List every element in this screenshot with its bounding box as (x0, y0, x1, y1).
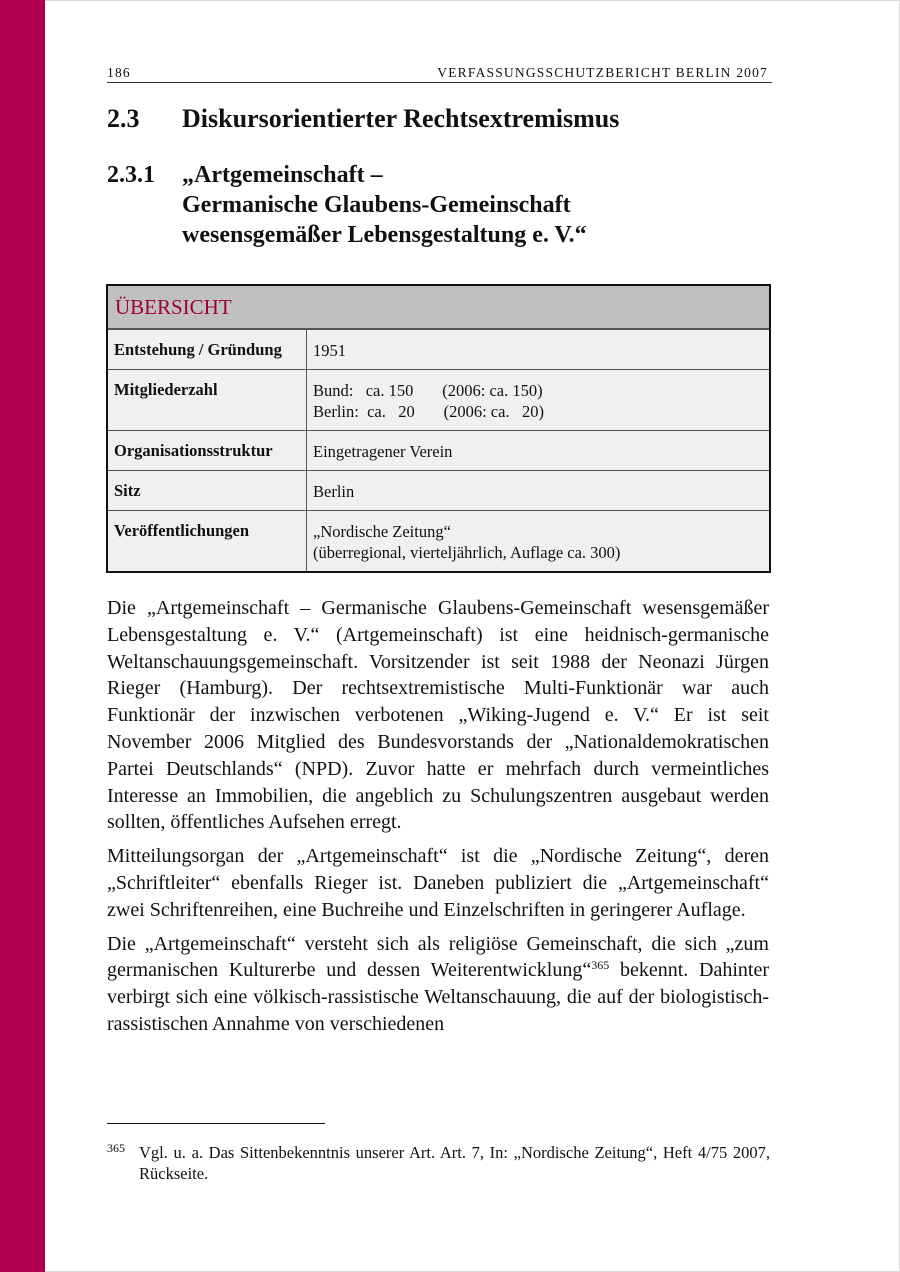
table-row (108, 470, 769, 510)
section-title: Diskursorientierter Rechtsextremismus (182, 104, 620, 133)
row-label: Sitz (108, 471, 307, 510)
row-value: Eingetragener Verein (313, 442, 453, 461)
table-row (108, 369, 769, 430)
row-value: „Nordische Zeitung“ (überregional, vierteljährlich, Auflage ca. 300) (313, 522, 621, 562)
footnote-separator (107, 1123, 325, 1124)
footnote-reference[interactable]: 365 (591, 958, 610, 973)
footnote-mark: 365 (107, 1141, 125, 1155)
running-title: VERFASSUNGSSCHUTZBERICHT BERLIN 2007 (437, 65, 768, 80)
paragraph: Die „Artgemeinschaft – Germanische Glaubens-Gemeinschaft wesensgemäßer Lebensgestaltung e. V.“ (Artgemeinschaft) ist eine heidnisch-germanische Weltanschauungsgemeinschaft. Vorsitzender ist seit 1988 der Neonazi Jürgen Rieger (Hamburg). Der rechtsextremistische Multi-Funktionär war auch Funktionär der inzwischen verbotenen „Wiking-Jugend e. V.“ Er ist seit November 2006 Mitglied des Bundesvorstands der „Nationaldemokratischen Partei Deutschlands“ (NPD). Zuvor hatte er mehrfach durch vermeintliches Interesse an Immobilien, die angeblich zu Schulungszentren ausgebaut werden sollten, öffentliches Aufsehen erregt. (107, 597, 769, 834)
section-number: 2.3 (107, 104, 140, 133)
row-value: Bund: ca. 150 (2006: ca. 150) Berlin: ca. 20 (2006: ca. 20) (313, 381, 544, 421)
overview-table (106, 284, 771, 573)
subsection-title-line: wesensgemäßer Lebensgestaltung e. V.“ (182, 222, 587, 248)
running-header (107, 64, 772, 83)
table-row (108, 430, 769, 470)
row-label: Veröffentlichungen (108, 511, 307, 571)
subsection-number: 2.3.1 (107, 162, 155, 188)
body-text (107, 595, 769, 1045)
subsection-title-line: „Artgemeinschaft – (182, 162, 383, 188)
row-value: 1951 (313, 341, 346, 360)
overview-title: ÜBERSICHT (115, 295, 232, 319)
table-row (108, 329, 769, 369)
row-label: Organisationsstruktur (108, 431, 307, 470)
accent-bar (0, 0, 45, 1272)
page-number: 186 (107, 65, 131, 80)
paragraph: Mitteilungsorgan der „Artgemeinschaft“ ist die „Nordische Zeitung“, deren „Schriftleiter“ ebenfalls Rieger ist. Daneben publiziert die „Artgemeinschaft“ zwei Schriftenreihen, eine Buchreihe und Einzelschriften in geringerer Auflage. (107, 845, 769, 921)
overview-header (108, 286, 769, 329)
subsection-title-line: Germanische Glaubens-Gemeinschaft (182, 192, 571, 218)
table-row (108, 510, 769, 571)
paragraph: Die „Artgemeinschaft“ versteht sich als religiöse Gemeinschaft, die sich „zum germanischen Kulturerbe und dessen Weiterentwicklung“$^{365}$ bekennt. Dahinter verbirgt sich eine völkisch-rassistische Weltanschauung, die auf der biologistisch-rassistischen Annahme von verschiedenen (107, 932, 770, 1035)
row-label: Mitgliederzahl (108, 370, 307, 430)
footnote (107, 1142, 770, 1184)
row-label: Entstehung / Gründung (108, 330, 307, 369)
footnote-text: Vgl. u. a. Das Sittenbekenntnis unserer Art. Art. 7, In: „Nordische Zeitung“, Heft 4/75 2007, Rückseite. (139, 1143, 770, 1183)
row-value: Berlin (313, 482, 355, 501)
